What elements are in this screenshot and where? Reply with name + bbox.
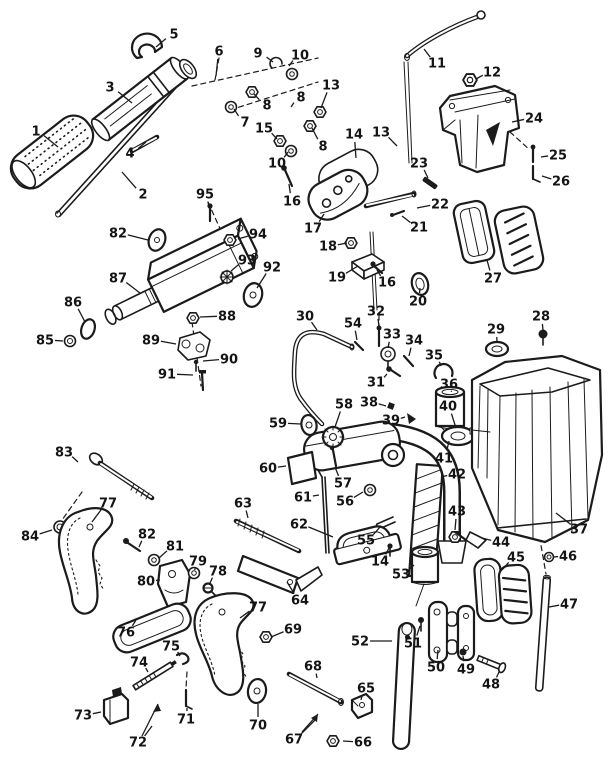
part-callout-19 (328, 266, 358, 286)
callout-leader-27 (487, 260, 490, 270)
part-number-label: 10 (267, 156, 287, 172)
part-callout-12 (476, 66, 501, 81)
part-number-label: 95 (195, 187, 215, 203)
part-number-label: 54 (343, 316, 363, 332)
fin-pad-45 (474, 556, 532, 626)
grommet-46 (545, 553, 554, 562)
part-number-label: 93 (237, 253, 257, 269)
part-number-label: 82 (108, 226, 128, 242)
part-callout-13 (372, 126, 397, 147)
part-callout-47 (549, 598, 578, 613)
part-callout-74 (130, 656, 148, 673)
part-number-label: 67 (284, 732, 304, 748)
part-number-label: 88 (217, 309, 237, 325)
part-callout-71 (177, 708, 195, 728)
part-callout-25 (541, 149, 567, 164)
part-callout-79 (189, 555, 207, 571)
part-callout-68 (304, 660, 322, 679)
callout-leader-60 (278, 466, 286, 467)
part-number-label: 11 (427, 56, 447, 72)
bracket-89 (178, 332, 210, 360)
part-number-label: 44 (491, 535, 511, 551)
part-callout-78 (209, 565, 227, 584)
callout-leader-13 (321, 92, 327, 108)
part-callout-26 (542, 175, 570, 190)
part-number-label: 13 (371, 125, 391, 141)
part-number-label: 56 (335, 494, 355, 510)
part-number-label: 65 (356, 681, 376, 697)
part-number-label: 64 (290, 593, 310, 609)
part-callout-59 (269, 417, 301, 432)
part-number-label: 24 (524, 111, 544, 127)
callout-leader-85 (55, 340, 63, 341)
callout-leader-38 (379, 404, 386, 406)
part-number-label: 52 (350, 634, 370, 650)
transom-plate (303, 143, 384, 225)
part-callout-10 (289, 49, 309, 67)
clamp-bracket-77b (195, 593, 254, 695)
part-number-label: 20 (408, 294, 428, 310)
part-number-label: 6 (214, 44, 224, 60)
part-callout-81 (159, 540, 184, 559)
callout-leader-12 (476, 75, 483, 79)
part-number-label: 7 (240, 115, 250, 131)
callout-leader-58 (335, 411, 340, 427)
part-callout-29 (487, 323, 505, 343)
motor-bucket (472, 356, 602, 542)
nut-88 (187, 313, 199, 323)
part-callout-89 (142, 334, 176, 349)
pin-21 (390, 211, 404, 217)
fitting-33 (381, 347, 395, 368)
callout-leader-16 (289, 184, 290, 193)
part-number-label: 76 (116, 625, 136, 641)
callout-leader-62 (308, 527, 333, 537)
part-number-label: 23 (409, 156, 429, 172)
part-number-label: 60 (258, 461, 278, 477)
part-callout-86 (64, 296, 85, 323)
part-callout-58 (335, 398, 353, 428)
tilt-nut (463, 74, 477, 86)
callout-leader-2 (122, 172, 136, 188)
callout-leader-54 (355, 331, 357, 340)
bolt-48 (476, 653, 507, 673)
callout-leader-91 (177, 374, 193, 375)
part-callout-85 (36, 334, 63, 349)
part-number-label: 66 (353, 735, 373, 751)
part-number-label: 18 (318, 239, 338, 255)
nut-69 (260, 632, 272, 642)
callout-leader-49 (463, 656, 464, 661)
part-callout-21 (402, 216, 428, 236)
part-number-label: 19 (327, 270, 347, 286)
part-number-label: 45 (506, 550, 526, 566)
part-number-label: 33 (382, 327, 402, 343)
bolt-25 (531, 145, 536, 162)
part-callout-61 (294, 491, 319, 506)
ring-29 (486, 342, 508, 356)
part-callout-2 (122, 172, 148, 203)
part-callout-16 (283, 184, 301, 210)
washer-56 (365, 485, 376, 496)
part-number-label: 80 (136, 574, 156, 590)
pad-60 (288, 452, 316, 484)
part-number-label: 73 (73, 708, 93, 724)
part-callout-57 (334, 467, 352, 492)
part-callout-31 (367, 374, 387, 391)
part-number-label: 16 (377, 275, 397, 291)
callout-leader-86 (78, 309, 85, 322)
part-number-label: 86 (63, 295, 83, 311)
part-number-label: 71 (176, 712, 196, 728)
link-rod-22 (366, 191, 416, 206)
pin-39 (407, 413, 416, 424)
stern-bracket (440, 86, 519, 172)
part-number-label: 8 (318, 139, 328, 155)
callout-leader-47 (549, 605, 559, 607)
callout-leader-8 (312, 128, 318, 139)
part-callout-88 (200, 310, 236, 325)
part-callout-16 (377, 270, 396, 291)
oring-86 (79, 317, 98, 340)
leader-72-arrow (142, 704, 161, 736)
part-number-label: 26 (551, 174, 571, 190)
pin-54 (355, 342, 363, 350)
part-number-label: 46 (558, 549, 578, 565)
callout-leader-82 (128, 235, 148, 240)
part-number-label: 29 (486, 322, 506, 338)
part-number-label: 90 (219, 352, 239, 368)
callout-leader-89 (161, 341, 176, 344)
part-number-label: 21 (409, 220, 429, 236)
rod-47 (536, 575, 551, 691)
part-number-label: 22 (430, 197, 450, 213)
part-number-label: 58 (334, 397, 354, 413)
part-number-label: 16 (282, 194, 302, 210)
part-number-label: 9 (253, 46, 263, 62)
part-number-label: 43 (447, 504, 467, 520)
pin-34 (404, 356, 413, 366)
callout-leader-25 (541, 156, 548, 157)
part-number-label: 36 (439, 377, 459, 393)
part-callout-15 (255, 122, 277, 140)
part-callout-22 (417, 198, 449, 213)
washer-81 (149, 555, 160, 566)
part-callout-54 (344, 317, 362, 341)
part-callout-34 (405, 334, 423, 357)
part-callout-63 (234, 497, 252, 519)
callout-leader-69 (271, 632, 284, 637)
part-callout-67 (285, 719, 316, 748)
bracket-screw-23 (422, 176, 438, 189)
ball-49 (460, 649, 467, 656)
callout-leader-34 (409, 348, 411, 356)
part-callout-87 (109, 272, 140, 294)
part-callout-10 (268, 152, 288, 172)
part-callout-36 (440, 378, 458, 393)
part-callout-52 (351, 635, 392, 650)
clamp-bolt-83 (87, 451, 152, 499)
part-number-label: 51 (403, 636, 423, 652)
pivot-pin-61 (318, 470, 329, 553)
part-number-label: 68 (303, 659, 323, 675)
part-number-label: 89 (141, 333, 161, 349)
part-callout-73 (74, 709, 101, 724)
part-number-label: 4 (125, 146, 135, 162)
part-callout-91 (158, 368, 193, 383)
part-number-label: 57 (333, 476, 353, 492)
part-number-label: 35 (424, 348, 444, 364)
part-number-label: 72 (128, 735, 148, 751)
part-number-label: 47 (559, 597, 579, 613)
part-number-label: 55 (356, 533, 376, 549)
part-callout-32 (367, 305, 385, 327)
part-callout-38 (360, 396, 386, 411)
part-number-label: 14 (344, 127, 364, 143)
part-number-label: 84 (20, 529, 40, 545)
part-callout-35 (425, 349, 443, 367)
part-number-label: 70 (248, 718, 268, 734)
callout-leader-63 (246, 511, 248, 518)
part-callout-82 (109, 227, 148, 242)
part-callout-11 (424, 49, 446, 72)
part-number-label: 30 (295, 309, 315, 325)
part-callout-33 (383, 328, 401, 349)
part-callout-27 (484, 260, 502, 287)
part-number-label: 91 (157, 367, 177, 383)
part-number-label: 53 (391, 567, 411, 583)
part-number-label: 79 (188, 554, 208, 570)
part-callout-83 (55, 446, 78, 463)
pin-71 (186, 690, 192, 709)
part-number-label: 94 (248, 227, 268, 243)
callout-leader-61 (313, 495, 319, 496)
part-number-label: 34 (404, 333, 424, 349)
handle-tube (89, 55, 200, 143)
callout-leader-92 (257, 274, 266, 288)
clamp-pads (452, 199, 545, 275)
part-number-label: 63 (233, 496, 253, 512)
callout-leader-51 (417, 626, 420, 636)
callout-leader-50 (437, 650, 438, 659)
screw-90 (194, 360, 198, 371)
part-number-label: 27 (483, 271, 503, 287)
splined-collar-58 (322, 426, 344, 448)
part-number-label: 28 (531, 309, 551, 325)
pin-26 (533, 166, 540, 182)
part-number-label: 13 (321, 78, 341, 94)
part-callout-48 (482, 672, 500, 693)
part-number-label: 42 (447, 467, 467, 483)
part-callout-28 (532, 310, 550, 331)
part-callout-75 (162, 640, 180, 657)
hinge-50 (429, 602, 474, 662)
part-callout-7 (234, 109, 250, 131)
callout-leader-73 (93, 712, 101, 714)
part-number-label: 3 (105, 80, 115, 96)
part-callout-30 (296, 310, 317, 331)
part-number-label: 10 (290, 48, 310, 64)
callout-leader-87 (126, 283, 140, 293)
callout-leader-56 (354, 492, 363, 497)
part-number-label: 15 (254, 121, 274, 137)
callout-leader-84 (40, 530, 52, 534)
part-number-label: 85 (35, 333, 55, 349)
callout-leader-26 (542, 176, 551, 179)
part-callout-4 (125, 142, 146, 162)
callout-leader-22 (417, 205, 430, 208)
seal-85 (65, 336, 76, 347)
clamp-bracket-77a (59, 508, 112, 613)
part-number-label: 1 (31, 124, 41, 140)
bushing-53 (412, 547, 438, 585)
part-callout-80 (137, 575, 160, 590)
callout-leader-6 (216, 59, 218, 76)
callout-leader-88 (200, 316, 217, 317)
part-number-label: 75 (161, 639, 181, 655)
callout-leader-28 (542, 324, 543, 330)
part-number-label: 37 (569, 522, 589, 538)
part-number-label: 62 (289, 517, 309, 533)
part-number-label: 74 (129, 655, 149, 671)
part-callout-56 (336, 492, 363, 510)
part-callout-90 (203, 353, 238, 368)
bolt-31 (386, 366, 400, 376)
tilt-rod (405, 11, 486, 61)
callout-leader-59 (288, 423, 301, 424)
part-callout-23 (410, 157, 428, 179)
part-callout-5 (156, 28, 179, 48)
part-callout-70 (249, 704, 267, 734)
part-callout-18 (319, 240, 347, 255)
part-number-label: 39 (381, 413, 401, 429)
part-callout-82 (138, 528, 156, 548)
part-number-label: 5 (169, 27, 179, 43)
part-number-label: 8 (296, 90, 306, 106)
part-number-label: 31 (366, 375, 386, 391)
bolt-38 (387, 402, 395, 410)
part-number-label: 77 (248, 600, 268, 616)
part-callout-8 (254, 94, 272, 114)
part-number-label: 81 (165, 539, 185, 555)
rod-68 (289, 674, 344, 706)
part-number-label: 8 (262, 98, 272, 114)
part-number-label: 61 (293, 490, 313, 506)
part-number-label: 59 (268, 416, 288, 432)
part-number-label: 92 (262, 260, 282, 276)
part-callout-69 (271, 623, 302, 638)
washer-70 (246, 678, 267, 704)
part-callout-9 (253, 47, 273, 63)
part-callout-8 (291, 91, 306, 108)
part-number-label: 2 (138, 187, 148, 203)
part-callout-60 (259, 462, 286, 477)
strap-64 (238, 556, 322, 593)
part-number-label: 40 (438, 399, 458, 415)
part-number-label: 12 (482, 65, 502, 81)
part-number-label: 41 (434, 451, 454, 467)
bracket-80 (158, 560, 190, 607)
screw-32 (377, 326, 382, 347)
star-washer-93 (220, 270, 234, 284)
part-number-label: 25 (548, 148, 568, 164)
clamp-block-73 (104, 687, 128, 724)
part-number-label: 87 (108, 271, 128, 287)
knob-28 (539, 330, 548, 346)
part-number-label: 50 (426, 660, 446, 676)
part-number-label: 49 (456, 662, 476, 678)
callout-leader-66 (343, 741, 353, 742)
part-callout-13 (321, 79, 340, 109)
part-callout-84 (21, 530, 52, 545)
part-callout-8 (312, 128, 328, 155)
callout-leader-8 (291, 103, 294, 107)
part-number-label: 17 (303, 221, 323, 237)
part-number-label: 83 (54, 445, 74, 461)
part-callout-72 (129, 726, 152, 751)
part-number-label: 38 (359, 395, 379, 411)
part-number-label: 82 (137, 527, 157, 543)
callout-leader-39 (401, 417, 405, 418)
part-number-label: 69 (283, 622, 303, 638)
part-number-label: 77 (98, 496, 118, 512)
callout-leader-67 (301, 719, 316, 734)
part-callout-46 (554, 550, 577, 565)
part-callout-92 (257, 261, 281, 289)
part-number-label: 78 (208, 564, 228, 580)
leader-67-arrow (302, 714, 318, 732)
part-number-label: 14 (370, 554, 390, 570)
part-number-label: 32 (366, 304, 386, 320)
ring-35 (435, 364, 453, 378)
part-number-label: 48 (481, 677, 501, 693)
nut-66 (327, 736, 339, 746)
part-callout-66 (343, 736, 372, 751)
part-callout-44 (482, 536, 510, 551)
callout-leader-90 (203, 360, 219, 361)
